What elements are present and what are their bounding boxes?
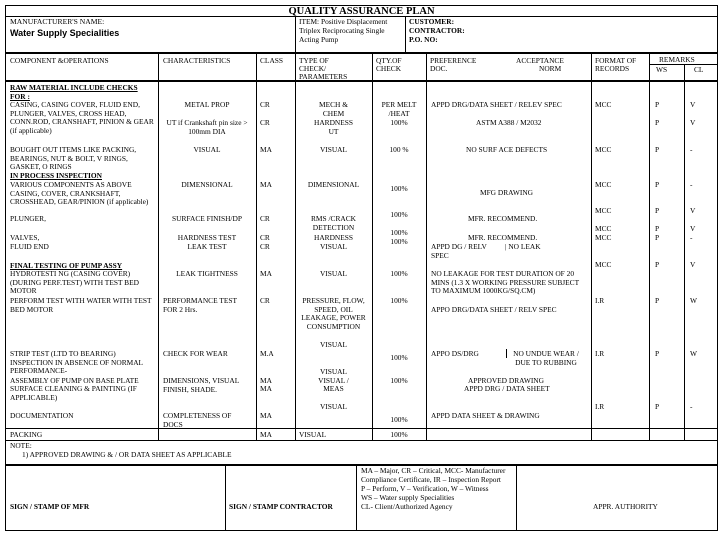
col-pref-1: PREFERENCE bbox=[430, 56, 477, 65]
row2-acceptance: NO SURF ACE DEFECTS bbox=[466, 145, 548, 154]
row4-component: PLUNGER, bbox=[10, 214, 46, 223]
row1-type-2: CHEM bbox=[322, 109, 345, 118]
row2-class: MA bbox=[260, 145, 272, 154]
col-type-3: PARAMETERS bbox=[299, 72, 348, 81]
row8-char: CHECK FOR WEAR bbox=[163, 349, 228, 358]
row5-component-1: VALVES, bbox=[10, 233, 40, 242]
col-format-1: FORMAT OF bbox=[595, 56, 637, 65]
row5-format-2: MCC bbox=[595, 233, 612, 242]
row8-class: M.A bbox=[260, 349, 274, 358]
row3-qty: 100% bbox=[390, 184, 408, 193]
row7-cl: W bbox=[690, 296, 697, 305]
row9-class-2: MA bbox=[260, 384, 272, 393]
row5-class-1: CR bbox=[260, 233, 270, 242]
col-class: CLASS bbox=[260, 56, 284, 65]
row1-type-1: MECH & bbox=[319, 100, 348, 109]
row8-format: I.R bbox=[595, 349, 605, 358]
row7-pref: APPO DRG/DATA SHEET / RELV SPEC bbox=[431, 305, 557, 314]
row9-acceptance-2: APPD DRG / DATA SHEET bbox=[464, 384, 550, 393]
row2-type: VISUAL bbox=[319, 145, 348, 154]
row5-qty-2: 100% bbox=[390, 237, 408, 246]
legend-line-2: Compliance Certificate, IR – Inspection Report bbox=[361, 475, 501, 484]
row7-ws: P bbox=[655, 296, 660, 305]
row3-type: DIMENSIONAL bbox=[307, 180, 360, 189]
row4-class: CR bbox=[260, 214, 270, 223]
row11-type: VISUAL bbox=[299, 430, 327, 439]
row1-ws-1: P bbox=[655, 100, 660, 109]
row4-type-1: RMS /CRACK bbox=[311, 214, 356, 223]
col-acc-1: ACCEPTANCE bbox=[516, 56, 564, 65]
row8-ws: P bbox=[655, 349, 660, 358]
row3-ws: P bbox=[655, 180, 660, 189]
row1-char-1: METAL PROP bbox=[184, 100, 230, 109]
row7-format: I.R bbox=[595, 296, 605, 305]
row10-cl: - bbox=[690, 402, 693, 411]
row9-type-1: VISUAL bbox=[319, 367, 348, 376]
row2-ws: P bbox=[655, 145, 660, 154]
col-type-2: CHECK/ bbox=[299, 64, 327, 73]
row1-qty-3: 100% bbox=[390, 118, 408, 127]
po-number-label: P.O. NO: bbox=[409, 35, 438, 44]
row1-cl-2: V bbox=[690, 118, 696, 127]
legend-line-1: MA – Major, CR – Critical, MCC- Manufacturer bbox=[361, 466, 506, 475]
row5-cl-2: - bbox=[690, 233, 693, 242]
row1-format: MCC bbox=[595, 100, 612, 109]
section-in-process: IN PROCESS INSPECTION bbox=[10, 171, 102, 180]
col-qty-1: QTY.OF bbox=[376, 56, 402, 65]
row10-qty: 100% bbox=[390, 415, 408, 424]
row3-char: DIMENSIONAL bbox=[181, 180, 233, 189]
row7-char: PERFORMANCE TEST FOR 2 Hrs. bbox=[163, 296, 237, 314]
row2-qty: 100 % bbox=[389, 145, 409, 154]
col-ws: WS bbox=[656, 65, 668, 74]
row9-type-2: VISUAL / bbox=[318, 376, 349, 385]
item-line-3: Acting Pump bbox=[299, 35, 339, 44]
item-line-1: ITEM: Positive Displacement bbox=[299, 17, 388, 26]
row4-ws: P bbox=[655, 206, 660, 215]
row5-format-1: MCC bbox=[595, 224, 612, 233]
row8-qty: 100% bbox=[390, 353, 408, 362]
row5-ws-2: P bbox=[655, 233, 660, 242]
row9-component-2: SURFACE CLEANING & PAINTING (IF APPLICABLE) bbox=[10, 384, 137, 402]
row5-type-2: VISUAL bbox=[319, 242, 348, 251]
row1-type-4: UT bbox=[328, 127, 339, 136]
row5-char-2: LEAK TEST bbox=[187, 242, 227, 251]
row10-ws: P bbox=[655, 402, 660, 411]
manufacturer-label: MANUFACTURER'S NAME: bbox=[10, 17, 105, 26]
row8-pref: APPO DS/DRG bbox=[431, 349, 479, 358]
row1-char-2: UT if Crankshaft pin size > 100mm DIA bbox=[166, 118, 248, 136]
row4-acceptance: MFR. RECOMMEND. bbox=[468, 214, 538, 223]
row3-acceptance: MFG DRAWING bbox=[480, 188, 533, 197]
row5-char-1: HARDNESS TEST bbox=[177, 233, 237, 242]
section-final-testing: FINAL TESTING OF PUMP ASSY bbox=[10, 261, 123, 270]
row1-pref-1: APPD DRG/DATA SHEET / RELEV SPEC bbox=[431, 100, 562, 109]
row4-qty: 100% bbox=[390, 210, 408, 219]
row3-cl: - bbox=[690, 180, 693, 189]
row1-component: CASING, CASING COVER, FLUID END, PLUNGER, VALVES, CROSS HEAD, CONN.ROD, CRANSHAFT, PINION & GEAR (if applicable) bbox=[10, 100, 154, 135]
row2-format: MCC bbox=[595, 145, 612, 154]
row1-ws-2: P bbox=[655, 118, 660, 127]
row7-qty: 100% bbox=[390, 296, 408, 305]
row6-type: VISUAL bbox=[319, 269, 348, 278]
row1-class-1: CR bbox=[260, 100, 270, 109]
row3-class: MA bbox=[260, 180, 272, 189]
row9-acceptance-1: APPROVED DRAWING bbox=[468, 376, 544, 385]
row4-cl: V bbox=[690, 206, 696, 215]
row9-qty: 100% bbox=[390, 376, 408, 385]
row3-component: VARIOUS COMPONENTS AS ABOVE CASING, COVER, CRANKSHAFT, CROSSHEAD, GEAR/PINION (if applicable) bbox=[10, 180, 149, 207]
row5-ws-1: P bbox=[655, 224, 660, 233]
row7-component: PERFORM TEST WITH WATER WITH TEST BED MOTOR bbox=[10, 296, 152, 314]
sign-stamp-contractor: SIGN / STAMP CONTRACTOR bbox=[229, 502, 333, 511]
col-component: COMPONENT &OPERATIONS bbox=[10, 56, 109, 65]
row6-pref: NO LEAKAGE FOR TEST DURATION OF 20 MINS (1.3 X WORKING PRESSURE SUBJECT TO MAXIMUM 1000KG/SQ.CM) bbox=[431, 269, 579, 296]
page-title: QUALITY ASSURANCE PLAN bbox=[288, 6, 435, 17]
row1-qty-2: /HEAT bbox=[388, 109, 410, 118]
row6-cl: V bbox=[690, 260, 696, 269]
row11-qty: 100% bbox=[390, 430, 408, 439]
row8-acceptance: NO UNDUE WEAR / DUE TO RUBBING bbox=[513, 349, 579, 367]
row10-component: DOCUMENTATION bbox=[10, 411, 74, 420]
contractor-label: CONTRACTOR: bbox=[409, 26, 465, 35]
row3-format: MCC bbox=[595, 180, 612, 189]
col-type-1: TYPE OF bbox=[299, 56, 329, 65]
row4-char: SURFACE FINISH/DP bbox=[172, 214, 242, 223]
note-item-1: 1) APPROVED DRAWING & / OR DATA SHEET AS APPLICABLE bbox=[22, 450, 232, 459]
row5-qty-1: 100% bbox=[390, 228, 408, 237]
row6-format: MCC bbox=[595, 260, 612, 269]
approval-authority: APPR. AUTHORITY bbox=[593, 502, 658, 511]
row7-class: CR bbox=[260, 296, 270, 305]
row10-pref: APPD DATA SHEET & DRAWING bbox=[431, 411, 540, 420]
row5-acceptance-2: | NO LEAK bbox=[505, 242, 541, 251]
row2-cl: - bbox=[690, 145, 693, 154]
row8-type: VISUAL bbox=[319, 340, 348, 349]
legend-line-5: CL- Client/Authorized Agency bbox=[361, 502, 453, 511]
row5-acceptance-1: MFR. RECOMMEND. bbox=[468, 233, 538, 242]
row11-class: MA bbox=[260, 430, 272, 439]
manufacturer-name: Water Supply Specialities bbox=[10, 28, 120, 38]
row9-component-1: ASSEMBLY OF PUMP ON BASE PLATE bbox=[10, 376, 139, 385]
row9-char: DIMENSIONS, VISUAL FINISH, SHADE. bbox=[163, 376, 239, 394]
row1-qty-1: PER MELT bbox=[381, 100, 417, 109]
row7-type: PRESSURE, FLOW, SPEED, OIL LEAKAGE, POWER CONSUMPTION bbox=[301, 296, 366, 331]
row2-char: VISUAL bbox=[193, 145, 221, 154]
row6-qty: 100% bbox=[390, 269, 408, 278]
row5-component-2: FLUID END bbox=[10, 242, 49, 251]
col-remarks: REMARKS bbox=[659, 55, 695, 64]
section-raw-material: RAW MATERIAL INCLUDE CHECKS FOR : bbox=[10, 83, 138, 101]
row9-type-3: MEAS bbox=[323, 384, 344, 393]
row5-pref-2: APPD DG / RELV SPEC bbox=[431, 242, 487, 260]
row1-type-3: HARDNESS bbox=[313, 118, 353, 127]
col-characteristics: CHARACTERISTICS bbox=[163, 56, 231, 65]
customer-label: CUSTOMER: bbox=[409, 17, 455, 26]
row9-class-1: MA bbox=[260, 376, 272, 385]
item-line-2: Triplex Reciprocating Single bbox=[299, 26, 385, 35]
row6-class: MA bbox=[260, 269, 272, 278]
row6-char: LEAK TIGHTNESS bbox=[176, 269, 238, 278]
col-pref-2: DOC. bbox=[430, 64, 448, 73]
legend-line-4: WS – Water supply Specialities bbox=[361, 493, 455, 502]
legend-line-3: P – Perform, V – Verification, W – Witness bbox=[361, 484, 489, 493]
row8-cl: W bbox=[690, 349, 697, 358]
row1-class-2: CR bbox=[260, 118, 270, 127]
col-cl: CL bbox=[694, 65, 704, 74]
col-acc-2: NORM bbox=[539, 64, 562, 73]
row8-component: STRIP TEST (LTD TO BEARING) INSPECTION IN ABSENCE OF NORMAL PERFORMANCE- bbox=[10, 349, 143, 376]
row4-format: MCC bbox=[595, 206, 612, 215]
sign-stamp-mfr: SIGN / STAMP OF MFR bbox=[10, 502, 90, 511]
row1-pref-2: ASTM A388 / M2032 bbox=[476, 118, 542, 127]
row5-class-2: CR bbox=[260, 242, 270, 251]
row2-component: BOUGHT OUT ITEMS LIKE PACKING, BEARINGS, NUT & BOLT, V RINGS, GASKET, O RINGS bbox=[10, 145, 137, 172]
row10-char: COMPLETENESS OF DOCS bbox=[163, 411, 232, 429]
row1-cl-1: V bbox=[690, 100, 696, 109]
row10-type: VISUAL bbox=[319, 402, 348, 411]
note-label: NOTE: bbox=[10, 441, 32, 450]
row5-cl-1: V bbox=[690, 224, 696, 233]
row6-component: HYDROTESTI NG (CASING COVER) (DURING PERF.TEST) WITH TEST BED MOTOR bbox=[10, 269, 139, 296]
row10-format: I.R bbox=[595, 402, 605, 411]
col-format-2: RECORDS bbox=[595, 64, 630, 73]
row10-class: MA bbox=[260, 411, 272, 420]
row11-component: PACKING bbox=[10, 430, 43, 439]
col-qty-2: CHECK bbox=[376, 64, 402, 73]
row4-type-2: DETECTION bbox=[312, 223, 355, 232]
row6-ws: P bbox=[655, 260, 660, 269]
row5-type-1: HARDNESS bbox=[313, 233, 353, 242]
